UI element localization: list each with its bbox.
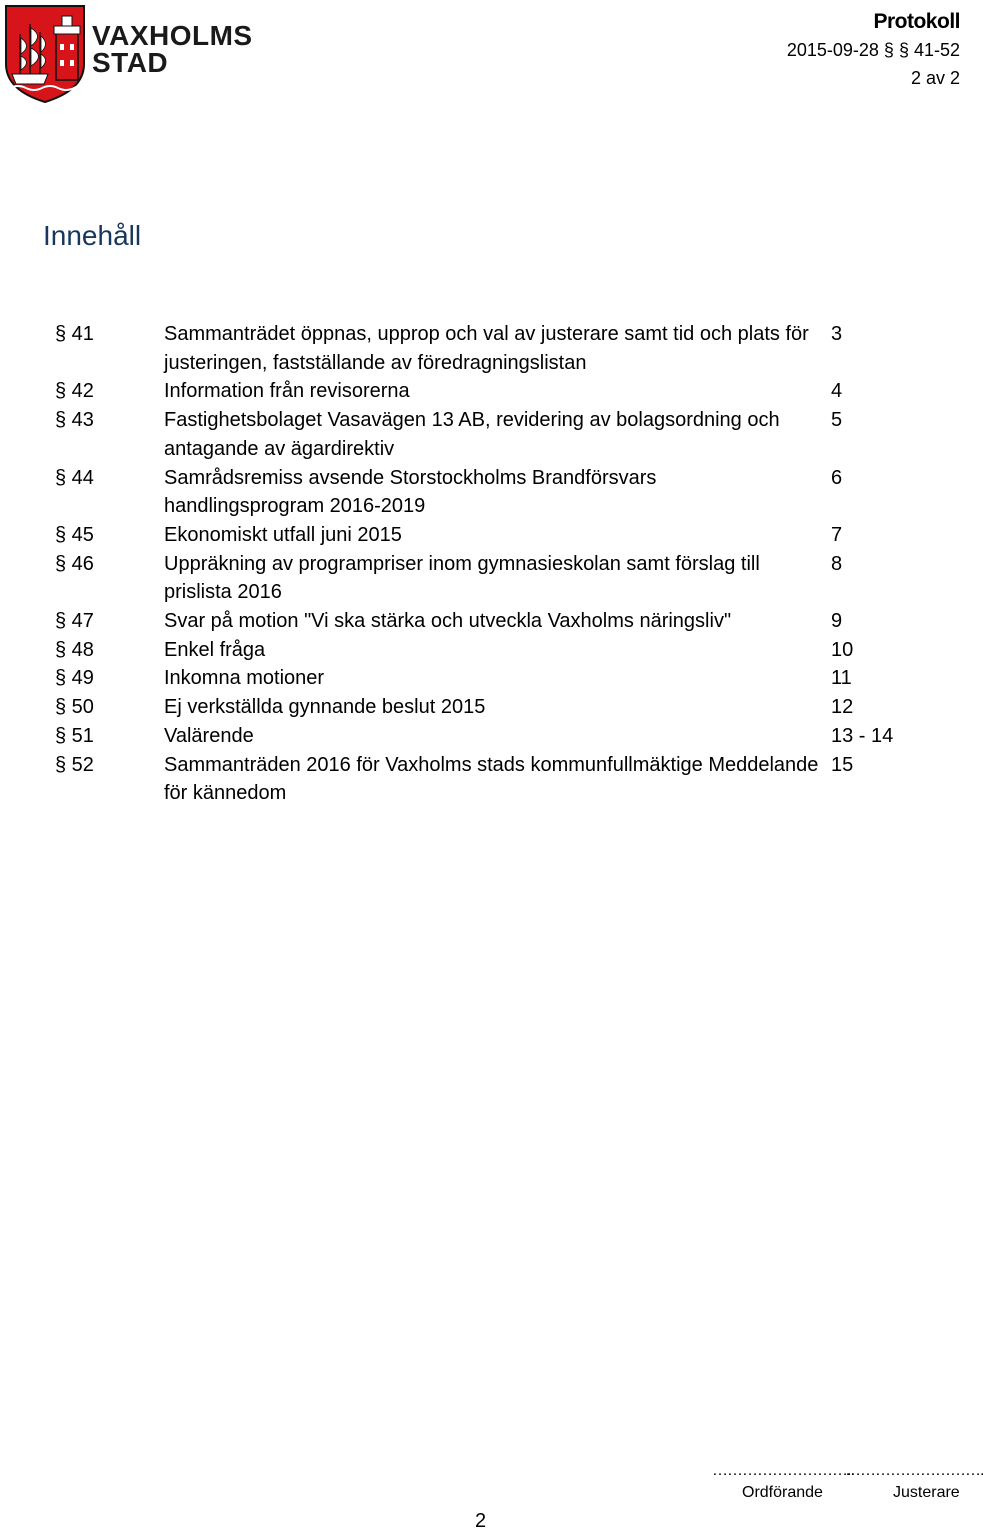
toc-item-title: Svar på motion "Vi ska stärka och utveckla Vaxholms näringsliv" <box>164 610 732 633</box>
document-type: Protokoll <box>873 10 960 33</box>
toc-page-number: 6 <box>831 466 843 489</box>
toc-page-number: 13 - 14 <box>831 724 894 747</box>
toc-item-title: Fastighetsbolaget Vasavägen 13 AB, revidering av bolagsordning och antagande av ägardirektiv <box>164 409 780 460</box>
toc-page-number: 4 <box>831 380 843 403</box>
toc-section-number: § 52 <box>55 753 94 776</box>
toc-page-number: 11 <box>831 667 852 690</box>
toc-row <box>0 636 960 665</box>
toc-row <box>0 464 960 521</box>
signature-line-adjuster: ………………………. <box>845 1462 983 1479</box>
toc-item-title: Ej verkställda gynnande beslut 2015 <box>164 696 486 719</box>
toc-section-number: § 41 <box>55 323 94 345</box>
toc-section-number: § 50 <box>55 696 94 719</box>
toc-section-number: § 49 <box>55 667 94 690</box>
toc-row <box>0 722 960 751</box>
toc-page-number: 7 <box>831 523 843 546</box>
signature-line-chair: ……………………….. <box>712 1462 854 1479</box>
toc-section-number: § 51 <box>55 724 94 747</box>
toc-page-number: 10 <box>831 638 854 661</box>
logo-text-line2: STAD <box>92 47 169 78</box>
toc-section-number: § 42 <box>55 380 94 403</box>
adjuster-label: Justerare <box>893 1484 960 1501</box>
toc-item-title: Sammanträden 2016 för Vaxholms stads kommunfullmäktige Meddelande för kännedom <box>164 753 819 805</box>
toc-item-title: Valärende <box>164 724 254 747</box>
toc-row <box>0 751 960 808</box>
toc-item-title: Samrådsremiss avsende Storstockholms Brandförsvars handlingsprogram 2016-2019 <box>164 466 657 518</box>
toc-row <box>0 550 960 607</box>
table-of-contents <box>0 320 960 808</box>
coat-of-arms-icon <box>4 4 88 104</box>
toc-row <box>0 664 960 693</box>
toc-item-title: Information från revisorerna <box>164 380 410 403</box>
logo-text-line1: VAXHOLMS <box>92 20 253 51</box>
toc-row <box>0 406 960 463</box>
toc-section-number: § 45 <box>55 523 94 546</box>
toc-page-number: 5 <box>831 409 843 432</box>
toc-page-number: 3 <box>831 323 843 345</box>
toc-page-number: 8 <box>831 552 843 575</box>
toc-section-number: § 47 <box>55 610 94 633</box>
toc-item-title: Ekonomiskt utfall juni 2015 <box>164 523 402 546</box>
logo-wordmark <box>92 22 253 76</box>
toc-section-number: § 46 <box>55 552 94 575</box>
toc-page-number: 15 <box>831 753 854 776</box>
toc-item-title: Enkel fråga <box>164 638 266 661</box>
meeting-date-sections: 2015-09-28 § § 41-52 <box>786 40 960 60</box>
toc-item-title: Uppräkning av programpriser inom gymnasieskolan samt förslag till prislista 2016 <box>164 552 760 604</box>
toc-page-number: 9 <box>831 610 843 633</box>
page-number: 2 <box>475 1510 487 1532</box>
toc-row <box>0 320 960 377</box>
document-header-info <box>787 8 960 92</box>
toc-section-number: § 43 <box>55 409 94 432</box>
toc-section-number: § 44 <box>55 466 94 489</box>
toc-section-number: § 48 <box>55 638 94 661</box>
toc-row <box>0 693 960 722</box>
toc-row <box>0 607 960 636</box>
page-title: Innehåll <box>43 220 142 251</box>
toc-row <box>0 377 960 406</box>
toc-item-title: Sammanträdet öppnas, upprop och val av justerare samt tid och plats för justeringen, fastställande av föredragningslistan <box>164 323 809 374</box>
chair-label: Ordförande <box>742 1484 823 1501</box>
municipality-logo <box>4 4 264 104</box>
toc-page-number: 12 <box>831 696 854 719</box>
toc-row <box>0 521 960 550</box>
toc-item-title: Inkomna motioner <box>164 667 325 690</box>
page-of-count: 2 av 2 <box>910 68 960 88</box>
